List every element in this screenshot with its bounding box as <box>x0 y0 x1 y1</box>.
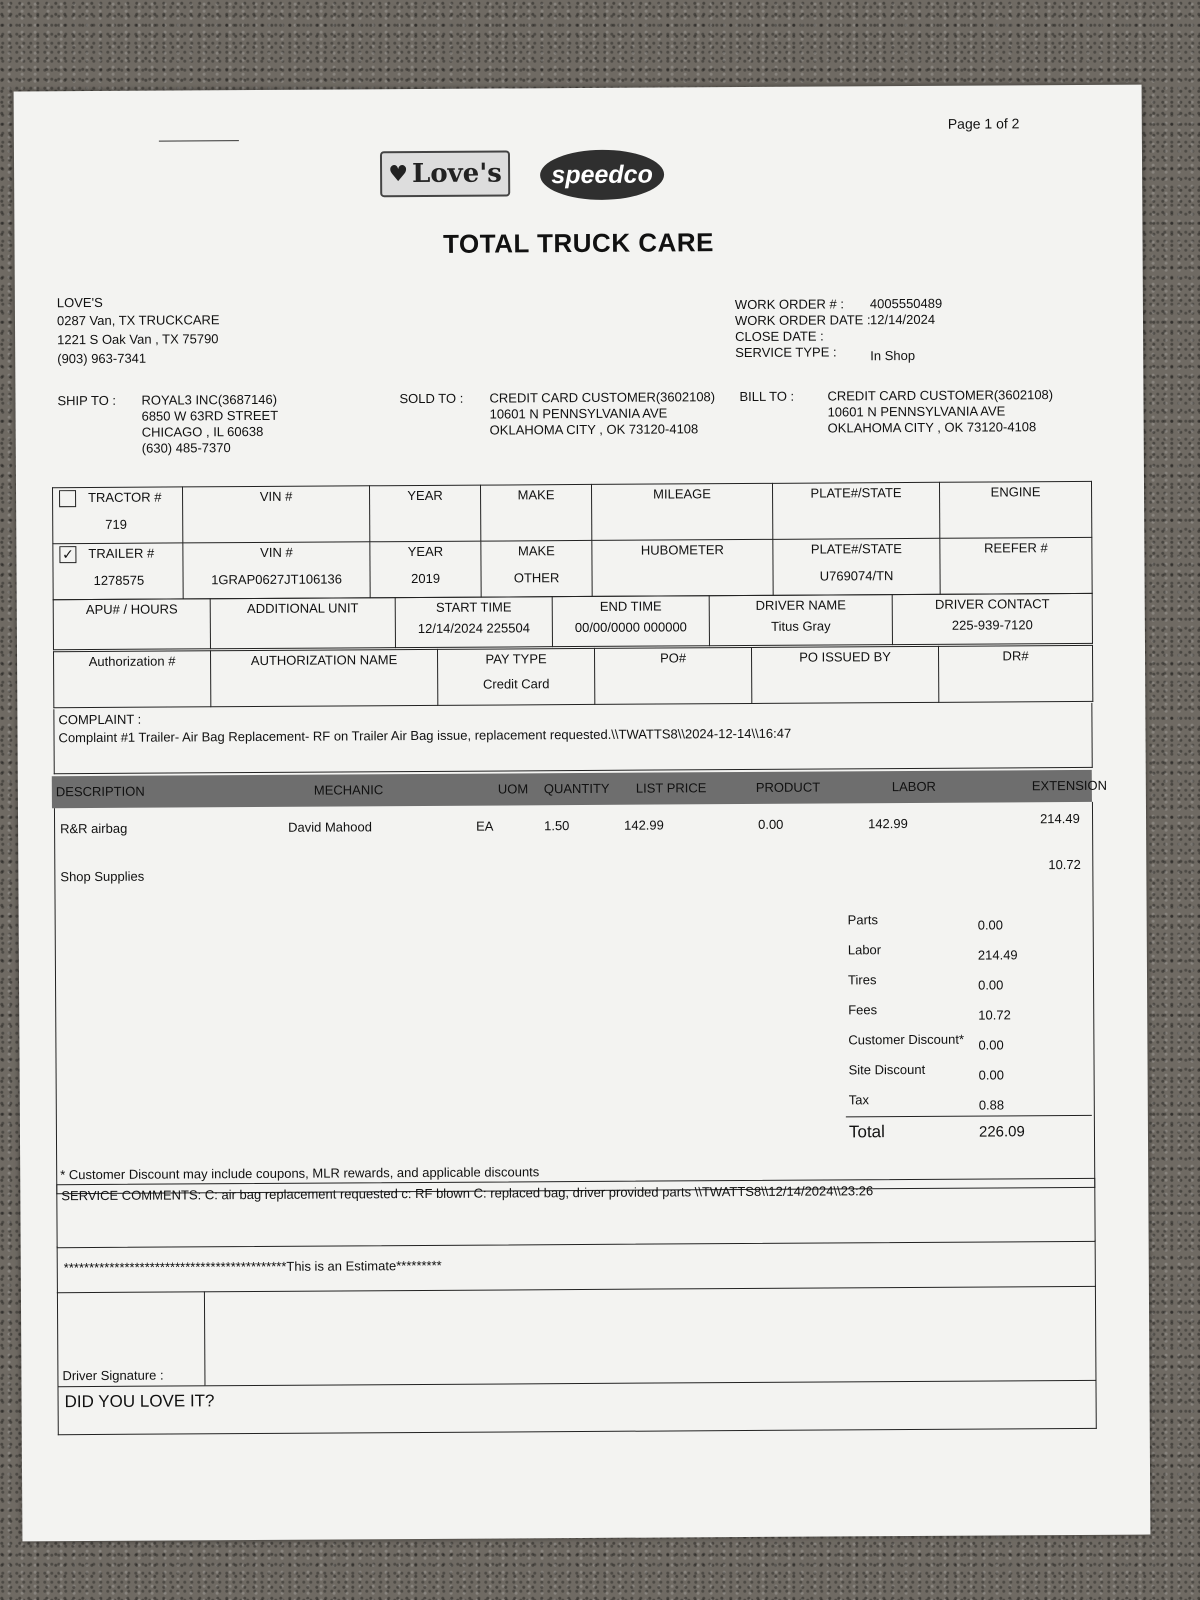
trailer-hubometer-header: HUBOMETER <box>640 542 724 558</box>
top-rule <box>159 140 239 141</box>
pay-type: Credit Card <box>482 676 550 692</box>
tax-value: 0.88 <box>978 1097 1005 1113</box>
item-mechanic: David Mahood <box>288 819 372 835</box>
estimate-note: ********************************************This is an Estimate********* <box>63 1257 442 1276</box>
vehicle-table <box>52 481 1093 600</box>
mechanic-header: MECHANIC <box>313 782 384 798</box>
bill-to-line: CREDIT CARD CUSTOMER(3602108) <box>827 387 1054 404</box>
authorization-name-header: AUTHORIZATION NAME <box>250 652 398 669</box>
service-type: In Shop <box>870 347 916 364</box>
item-uom: EA <box>476 818 494 834</box>
store-name: LOVE'S <box>56 294 103 311</box>
trailer-reefer-cell <box>940 537 1092 594</box>
complaint-box <box>53 703 1092 774</box>
tractor-number: 719 <box>105 516 127 532</box>
close-date <box>870 328 942 344</box>
total-label: Total <box>848 1122 885 1142</box>
po-issued-by-header: PO ISSUED BY <box>799 649 891 665</box>
tires-label: Tires <box>847 972 877 988</box>
ship-to-label: SHIP TO : <box>57 392 117 409</box>
speedco-logo: speedco <box>540 149 664 200</box>
tires-value: 0.00 <box>978 977 1004 993</box>
dr-number-header: DR# <box>1002 648 1029 664</box>
work-order-date-label: WORK ORDER DATE : <box>734 312 871 329</box>
close-date-label: CLOSE DATE : <box>735 328 824 345</box>
trailer-reefer <box>944 567 1089 568</box>
total-value: 226.09 <box>978 1123 1025 1141</box>
po-issued-by-cell <box>751 646 938 703</box>
ship-to-line: CHICAGO , IL 60638 <box>141 423 264 440</box>
apu-header: APU# / HOURS <box>85 601 178 618</box>
product-header: PRODUCT <box>755 779 821 795</box>
bill-to-line: OKLAHOMA CITY , OK 73120-4108 <box>827 419 1037 436</box>
item-quantity: 1.50 <box>544 818 570 834</box>
driver-contact-header: DRIVER CONTACT <box>934 596 1050 612</box>
trailer-plate: U769074/TN <box>819 568 894 584</box>
shop-supplies-label: Shop Supplies <box>60 868 145 885</box>
work-order-page <box>14 85 1151 1542</box>
ship-to-line: 6850 W 63RD STREET <box>141 407 279 424</box>
authorization-table <box>53 645 1093 708</box>
bill-to-line: 10601 N PENNSYLVANIA AVE <box>827 403 1006 420</box>
driver-contact-cell <box>892 593 1092 644</box>
tractor-mileage-header: MILEAGE <box>591 483 772 540</box>
tractor-year-header: YEAR <box>369 485 480 542</box>
checkmark-icon: ✓ <box>61 546 74 563</box>
work-order-date: 12/14/2024 <box>869 311 936 328</box>
bill-to-address <box>827 387 1053 436</box>
complaint-text: Complaint #1 Trailer- Air Bag Replacement- RF on Trailer Air Bag issue, replacement requested.\\TWATTS8\\2024-12-14\\16:47 <box>58 725 792 746</box>
shop-supplies-value: 10.72 <box>1048 856 1081 873</box>
footer-box <box>57 1380 1096 1435</box>
end-time-cell <box>552 596 709 647</box>
estimate-box <box>57 1240 1096 1293</box>
store-phone: (903) 963-7341 <box>57 350 147 367</box>
labor-header: LABOR <box>891 778 936 795</box>
po-number-cell <box>594 647 751 704</box>
signature-divider <box>204 1291 206 1385</box>
ship-to-line: ROYAL3 INC(3687146) <box>141 391 278 408</box>
service-comments-box <box>56 1178 1095 1248</box>
list-price-header: LIST PRICE <box>635 780 707 796</box>
trailer-make-cell <box>481 540 592 597</box>
fees-label: Fees <box>848 1002 878 1018</box>
item-list-price: 142.99 <box>624 817 664 833</box>
authorization-number-header: Authorization # <box>88 653 176 670</box>
end-time: 00/00/0000 000000 <box>574 619 687 636</box>
footer-question: DID YOU LOVE IT? <box>64 1391 215 1412</box>
heart-icon: ♥ <box>388 161 409 188</box>
service-comments: SERVICE COMMENTS: C: air bag replacement requested c: RF blown C: replaced bag, driver provided parts \\TWATTS8\\12/14/2024\\23:26 <box>61 1183 874 1204</box>
trailer-hubometer <box>596 569 770 570</box>
driver-name: Titus Gray <box>771 618 831 634</box>
bill-to-label: BILL TO : <box>739 388 795 405</box>
trailer-year-cell <box>370 541 481 598</box>
service-type-label: SERVICE TYPE : <box>735 344 837 361</box>
driver-name-cell <box>709 595 892 646</box>
trailer-label: TRAILER # <box>88 545 155 562</box>
extension-header: EXTENSION <box>1031 777 1108 794</box>
additional-unit-cell <box>210 598 395 649</box>
customer-discount-label: Customer Discount* <box>848 1031 965 1048</box>
site-discount-label: Site Discount <box>848 1061 926 1078</box>
tractor-engine-header: ENGINE <box>939 481 1091 538</box>
trailer-plate-header: PLATE#/STATE <box>810 541 902 557</box>
tractor-label: TRACTOR # <box>88 489 162 506</box>
quantity-header: QUANTITY <box>543 780 610 797</box>
work-order-number-label: WORK ORDER # : <box>734 296 845 313</box>
apu-cell <box>53 599 210 650</box>
parts-value: 0.00 <box>977 917 1004 933</box>
complaint-label: COMPLAINT : <box>58 711 142 728</box>
trailer-row <box>53 537 1092 599</box>
store-info <box>57 294 220 367</box>
unit-table <box>53 593 1093 650</box>
trailer-make-header: MAKE <box>517 543 555 559</box>
site-discount-value: 0.00 <box>978 1067 1004 1083</box>
item-product: 0.00 <box>758 816 784 832</box>
page-number: Page 1 of 2 <box>947 115 1020 132</box>
trailer-number: 1278575 <box>93 572 145 589</box>
labor-value: 214.49 <box>977 947 1018 963</box>
item-description: R&R airbag <box>60 820 128 837</box>
customer-discount-value: 0.00 <box>978 1037 1004 1053</box>
parts-label: Parts <box>847 912 879 928</box>
line-items-box <box>54 802 1095 1194</box>
trailer-year: 2019 <box>411 570 441 587</box>
discount-note: * Customer Discount may include coupons, MLR rewards, and applicable discounts <box>60 1164 540 1183</box>
authorization-number-cell <box>54 651 211 708</box>
signature-box <box>57 1286 1097 1387</box>
trailer-make: OTHER <box>513 570 560 586</box>
ship-to-line: (630) 485-7370 <box>141 440 231 456</box>
tax-label: Tax <box>848 1092 870 1108</box>
page-title: TOTAL TRUCK CARE <box>442 227 715 259</box>
labor-label: Labor <box>847 942 882 958</box>
uom-header: UOM <box>497 781 529 797</box>
dr-number-cell <box>938 645 1092 702</box>
start-time-cell <box>395 597 552 648</box>
tractor-checkbox[interactable] <box>59 490 76 507</box>
trailer-vin: 1GRAP0627JT106136 <box>211 571 343 588</box>
driver-name-header: DRIVER NAME <box>755 597 846 613</box>
store-address: 1221 S Oak Van , TX 75790 <box>57 331 219 348</box>
tractor-plate-header: PLATE#/STATE <box>772 482 939 539</box>
item-extension: 214.49 <box>1039 810 1080 827</box>
sold-to-line: CREDIT CARD CUSTOMER(3602108) <box>489 389 716 406</box>
store-branch: 0287 Van, TX TRUCKCARE <box>56 312 220 329</box>
trailer-checkbox[interactable] <box>59 546 76 563</box>
description-header: DESCRIPTION <box>55 783 145 800</box>
tractor-row <box>53 481 1092 543</box>
work-order-info <box>735 296 871 361</box>
trailer-year-header: YEAR <box>407 543 444 560</box>
fees-value: 10.72 <box>978 1007 1011 1023</box>
trailer-cell <box>53 543 183 600</box>
sold-to-line: OKLAHOMA CITY , OK 73120-4108 <box>489 421 699 438</box>
pay-type-cell <box>437 648 594 705</box>
additional-unit-header: ADDITIONAL UNIT <box>246 600 359 617</box>
tractor-vin-header: VIN # <box>183 486 370 543</box>
driver-signature-label: Driver Signature : <box>62 1367 164 1384</box>
item-labor: 142.99 <box>868 816 908 832</box>
sold-to-label: SOLD TO : <box>399 390 464 407</box>
start-time: 12/14/2024 225504 <box>417 620 530 636</box>
ship-to-address <box>141 392 278 457</box>
driver-contact: 225-939-7120 <box>951 617 1033 633</box>
trailer-plate-cell <box>773 538 940 595</box>
trailer-hubometer-cell <box>592 539 773 596</box>
start-time-header: START TIME <box>435 599 512 615</box>
authorization-name-cell <box>211 649 438 706</box>
sold-to-address <box>489 389 715 438</box>
work-order-number: 4005550489 <box>869 295 943 312</box>
tractor-make-header: MAKE <box>480 484 591 541</box>
loves-logo: ♥ Love's <box>380 150 510 197</box>
pay-type-header: PAY TYPE <box>485 651 547 667</box>
trailer-vin-cell <box>183 542 370 599</box>
po-number-header: PO# <box>659 650 687 666</box>
trailer-reefer-header: REEFER # <box>984 540 1048 556</box>
tractor-cell <box>53 487 183 544</box>
work-order-values <box>870 296 943 364</box>
end-time-header: END TIME <box>599 598 662 614</box>
trailer-vin-header: VIN # <box>260 544 293 560</box>
sold-to-line: 10601 N PENNSYLVANIA AVE <box>489 405 668 422</box>
